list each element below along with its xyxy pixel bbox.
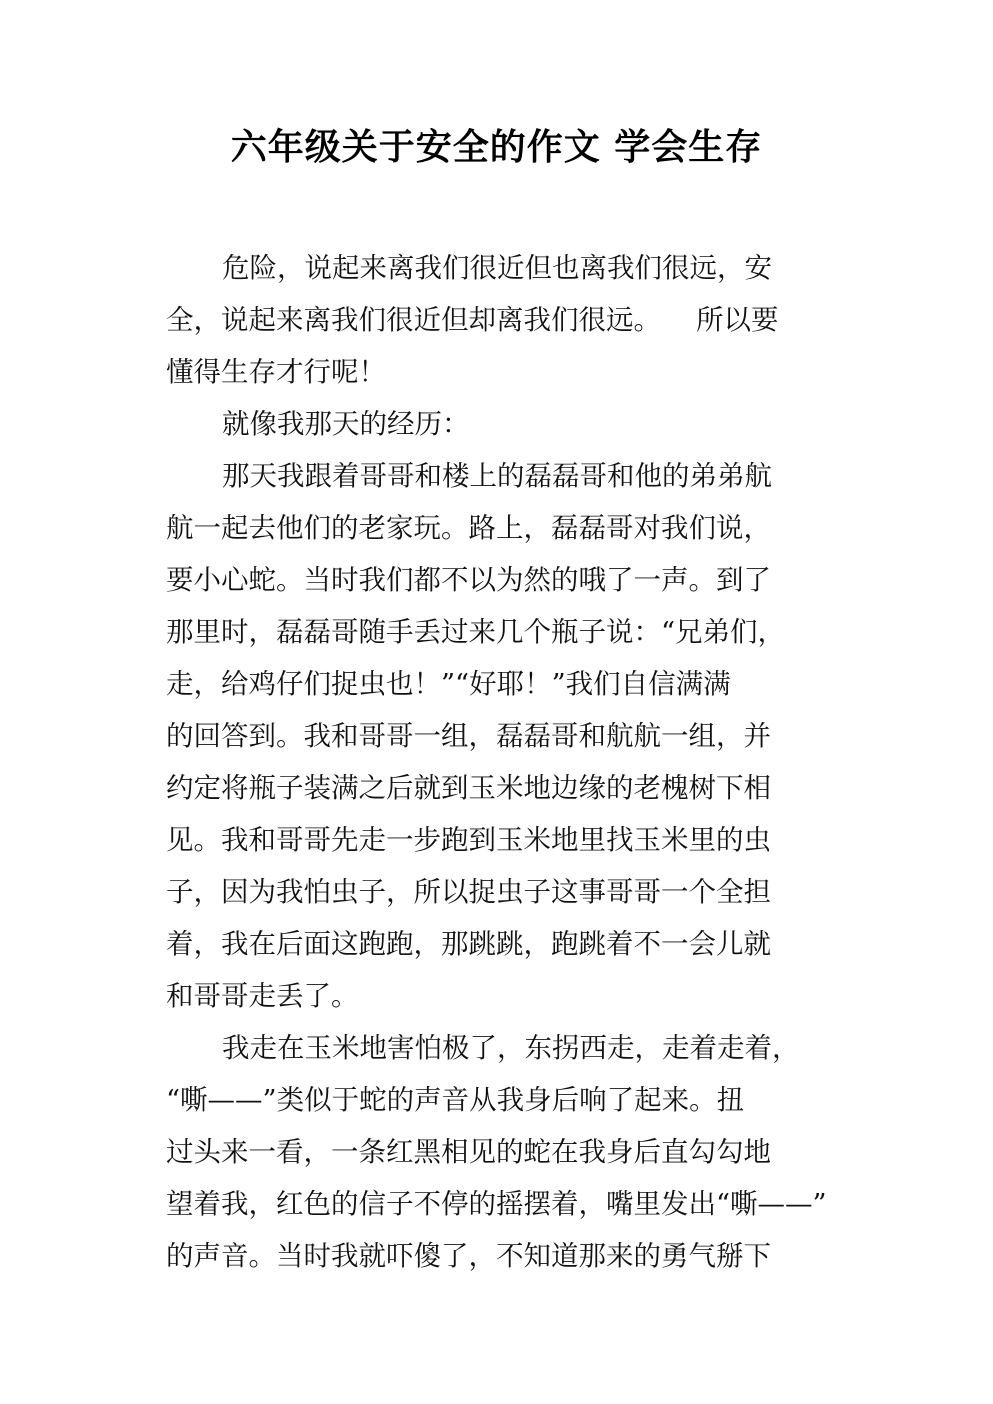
text-line: 那里时，磊磊哥随手丢过来几个瓶子说：“兄弟们， xyxy=(166,616,786,648)
text-line: 全，说起来离我们很近但却离我们很远。 所以要 xyxy=(166,304,779,336)
text-line: 要小心蛇。当时我们都不以为然的哦了一声。到了 xyxy=(166,564,771,596)
text-line: 懂得生存才行呢！ xyxy=(166,356,386,388)
text-line: 着，我在后面这跑跑，那跳跳，跑跳着不一会儿就 xyxy=(166,928,771,960)
text-line: 就像我那天的经历： xyxy=(222,408,470,440)
text-line: 那天我跟着哥哥和楼上的磊磊哥和他的弟弟航 xyxy=(222,460,772,492)
text-line: “嘶——”类似于蛇的声音从我身后响了起来。扭 xyxy=(166,1084,745,1116)
document-title: 六年级关于安全的作文 学会生存 xyxy=(230,127,763,168)
text-line: 约定将瓶子装满之后就到玉米地边缘的老槐树下相 xyxy=(166,772,771,804)
text-line: 和哥哥走丢了。 xyxy=(166,980,359,1012)
text-line: 航一起去他们的老家玩。路上，磊磊哥对我们说， xyxy=(166,512,771,544)
text-line: 望着我，红色的信子不停的摇摆着，嘴里发出“嘶——” xyxy=(166,1188,827,1220)
text-line: 的回答到。我和哥哥一组，磊磊哥和航航一组，并 xyxy=(166,720,771,752)
text-line: 过头来一看，一条红黑相见的蛇在我身后直勾勾地 xyxy=(166,1136,771,1168)
text-line: 见。我和哥哥先走一步跑到玉米地里找玉米里的虫 xyxy=(166,824,771,856)
text-line: 的声音。当时我就吓傻了，不知道那来的勇气掰下 xyxy=(166,1240,771,1272)
text-line: 危险，说起来离我们很近但也离我们很远，安 xyxy=(222,252,772,284)
text-line: 走，给鸡仔们捉虫也！”“好耶！”我们自信满满 xyxy=(166,668,731,700)
text-line: 子，因为我怕虫子，所以捉虫子这事哥哥一个全担 xyxy=(166,876,771,908)
text-line: 我走在玉米地害怕极了，东拐西走，走着走着， xyxy=(222,1032,800,1064)
